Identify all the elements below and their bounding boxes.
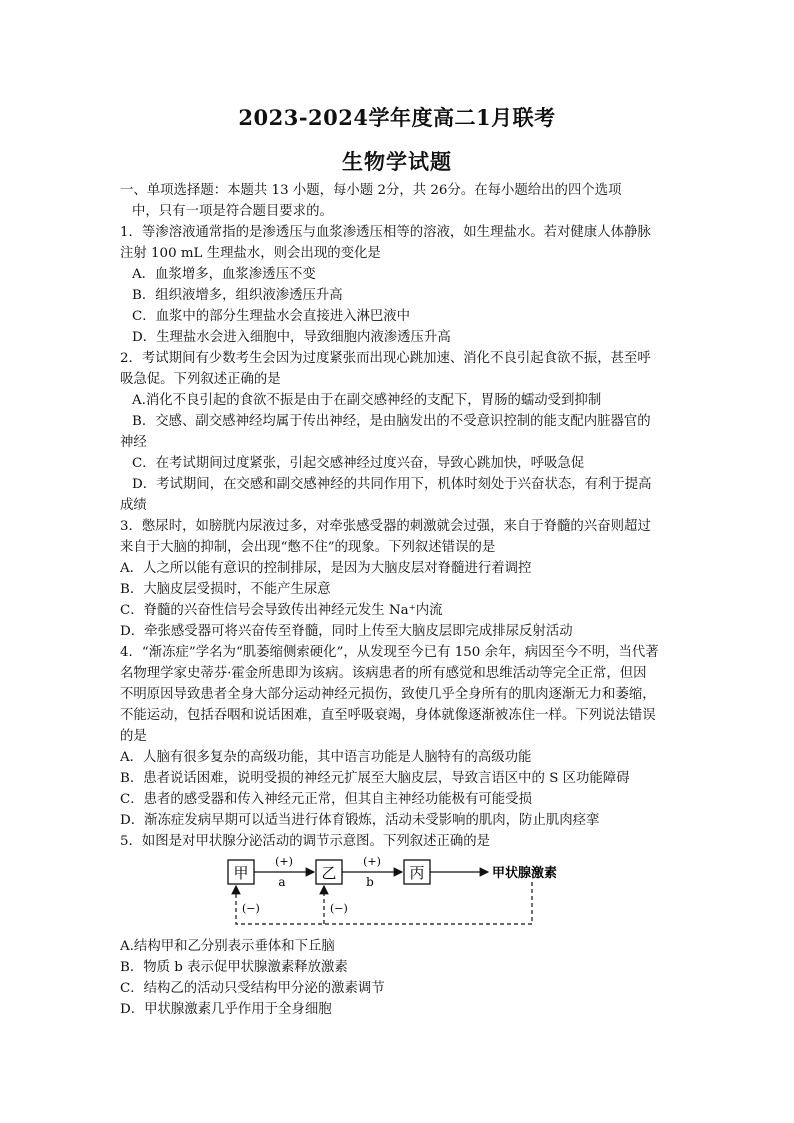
- question-stem: 名物理学家史蒂芬·霍金所患即为该病。该病患者的所有感觉和思维活动等完全正常，但因: [120, 666, 647, 681]
- option-a: A.消化不良引起的食欲不振是由于在副交感神经的支配下，胃肠的蠕动受到抑制: [132, 393, 602, 408]
- option-b: B．交感、副交感神经均属于传出神经，是由脑发出的不受意识控制的能支配内脏器官的: [132, 414, 651, 429]
- option-d: D．甲状腺激素几乎作用于全身细胞: [120, 1002, 332, 1017]
- question-3: [120, 516, 680, 642]
- option-c: C．血浆中的部分生理盐水会直接进入淋巴液中: [132, 309, 411, 324]
- question-stem: 1．等渗溶液通常指的是渗透压与血浆渗透压相等的溶液，如生理盐水。若对健康人体静脉: [120, 225, 651, 240]
- question-1: [120, 222, 680, 348]
- question-stem: 3．憋尿时，如膀胱内尿液过多，对牵张感受器的刺激就会过强，来自于脊髓的兴奋则超过: [120, 519, 651, 534]
- option-a: A．人脑有很多复杂的高级功能，其中语言功能是人脑特有的高级功能: [120, 750, 532, 765]
- option-b-cont: 神经: [120, 435, 147, 450]
- question-2: [120, 348, 680, 516]
- box-jia-label: 甲: [233, 864, 249, 882]
- question-stem: 来自于大脑的抑制，会出现“憋不住”的现象。下列叙述错误的是: [120, 540, 496, 555]
- option-d: D．牵张感受器可将兴奋传至脊髓，同时上传至大脑皮层即完成排尿反射活动: [120, 624, 573, 639]
- option-c: C．脊髓的兴奋性信号会导致传出神经元发生 Na⁺内流: [120, 603, 443, 618]
- question-4: [120, 642, 680, 831]
- option-a: A.结构甲和乙分别表示垂体和下丘脑: [120, 939, 335, 954]
- option-d-cont: 成绩: [120, 498, 147, 513]
- option-b: B．患者说话困难，说明受损的神经元扩展至大脑皮层，导致言语区中的 S 区功能障碍: [120, 771, 630, 786]
- option-a: A．血浆增多，血浆渗透压不变: [132, 267, 316, 282]
- option-c: C．结构乙的活动只受结构甲分泌的激素调节: [120, 981, 385, 996]
- option-c: C．在考试期间过度紧张，引起交感神经过度兴奋，导致心跳加快，呼吸急促: [132, 456, 585, 471]
- section-heading-cont: 中，只有一项是符合题目要求的。: [132, 204, 333, 219]
- box-yi-label: 乙: [321, 864, 337, 882]
- section-heading: 一、单项选择题：本题共 13 小题，每小题 2分，共 26分。在每小题给出的四个选项: [120, 183, 622, 198]
- minus-label-2: (−): [330, 902, 348, 915]
- option-d: D．考试期间，在交感和副交感神经的共同作用下，机体时刻处于兴奋状态，有利于提高: [132, 477, 652, 492]
- option-b: B．组织液增多，组织液渗透压升高: [132, 288, 343, 303]
- page-subtitle: 生物学试题: [342, 149, 452, 174]
- question-stem: 5．如图是对甲状腺分泌活动的调节示意图。下列叙述正确的是: [120, 834, 491, 849]
- hormone-label: 甲状腺激素: [492, 866, 558, 881]
- thyroid-regulation-diagram: [120, 856, 680, 936]
- question-stem: 2．考试期间有少数考生会因为过度紧张而出现心跳加速、消化不良引起食欲不振，甚至呼: [120, 351, 651, 366]
- option-c: C．患者的感受器和传入神经元正常，但其自主神经功能极有可能受损: [120, 792, 532, 807]
- question-stem: 不明原因导致患者全身大部分运动神经元损伤，致使几乎全身所有的肌肉逐渐无力和萎缩，: [120, 687, 656, 702]
- option-b: B．物质 b 表示促甲状腺激素释放激素: [120, 960, 348, 975]
- label-a: a: [278, 875, 286, 889]
- question-stem: 注射 100 mL 生理盐水，则会出现的变化是: [120, 246, 381, 261]
- plus-label-1: (+): [275, 856, 293, 868]
- label-b: b: [366, 875, 374, 889]
- question-stem: 4．“渐冻症”学名为“肌萎缩侧索硬化”，从发现至今已有 150 余年，病因至今不明，当代著: [120, 645, 659, 660]
- question-5: [120, 831, 680, 1020]
- option-d: D．渐冻症发病早期可以适当进行体育锻炼，活动未受影响的肌肉，防止肌肉痉挛: [120, 813, 600, 828]
- option-b: B．大脑皮层受损时，不能产生尿意: [120, 582, 331, 597]
- option-d: D．生理盐水会进入细胞中，导致细胞内液渗透压升高: [132, 330, 451, 345]
- plus-label-2: (+): [363, 856, 381, 868]
- question-stem: 不能运动，包括吞咽和说话困难，直至呼吸衰竭，身体就像逐渐被冻住一样。下列说法错误: [120, 708, 656, 723]
- question-stem: 吸急促。下列叙述正确的是: [120, 372, 281, 387]
- minus-label-1: (−): [242, 902, 260, 915]
- question-stem: 的是: [120, 729, 147, 744]
- exam-content: [120, 180, 680, 1020]
- box-bing-label: 丙: [409, 864, 425, 882]
- page-title: 2023-2024学年度高二1月联考: [238, 105, 556, 130]
- option-a: A．人之所以能有意识的控制排尿，是因为大脑皮层对脊髓进行着调控: [120, 561, 532, 576]
- diagram-svg: [220, 856, 580, 934]
